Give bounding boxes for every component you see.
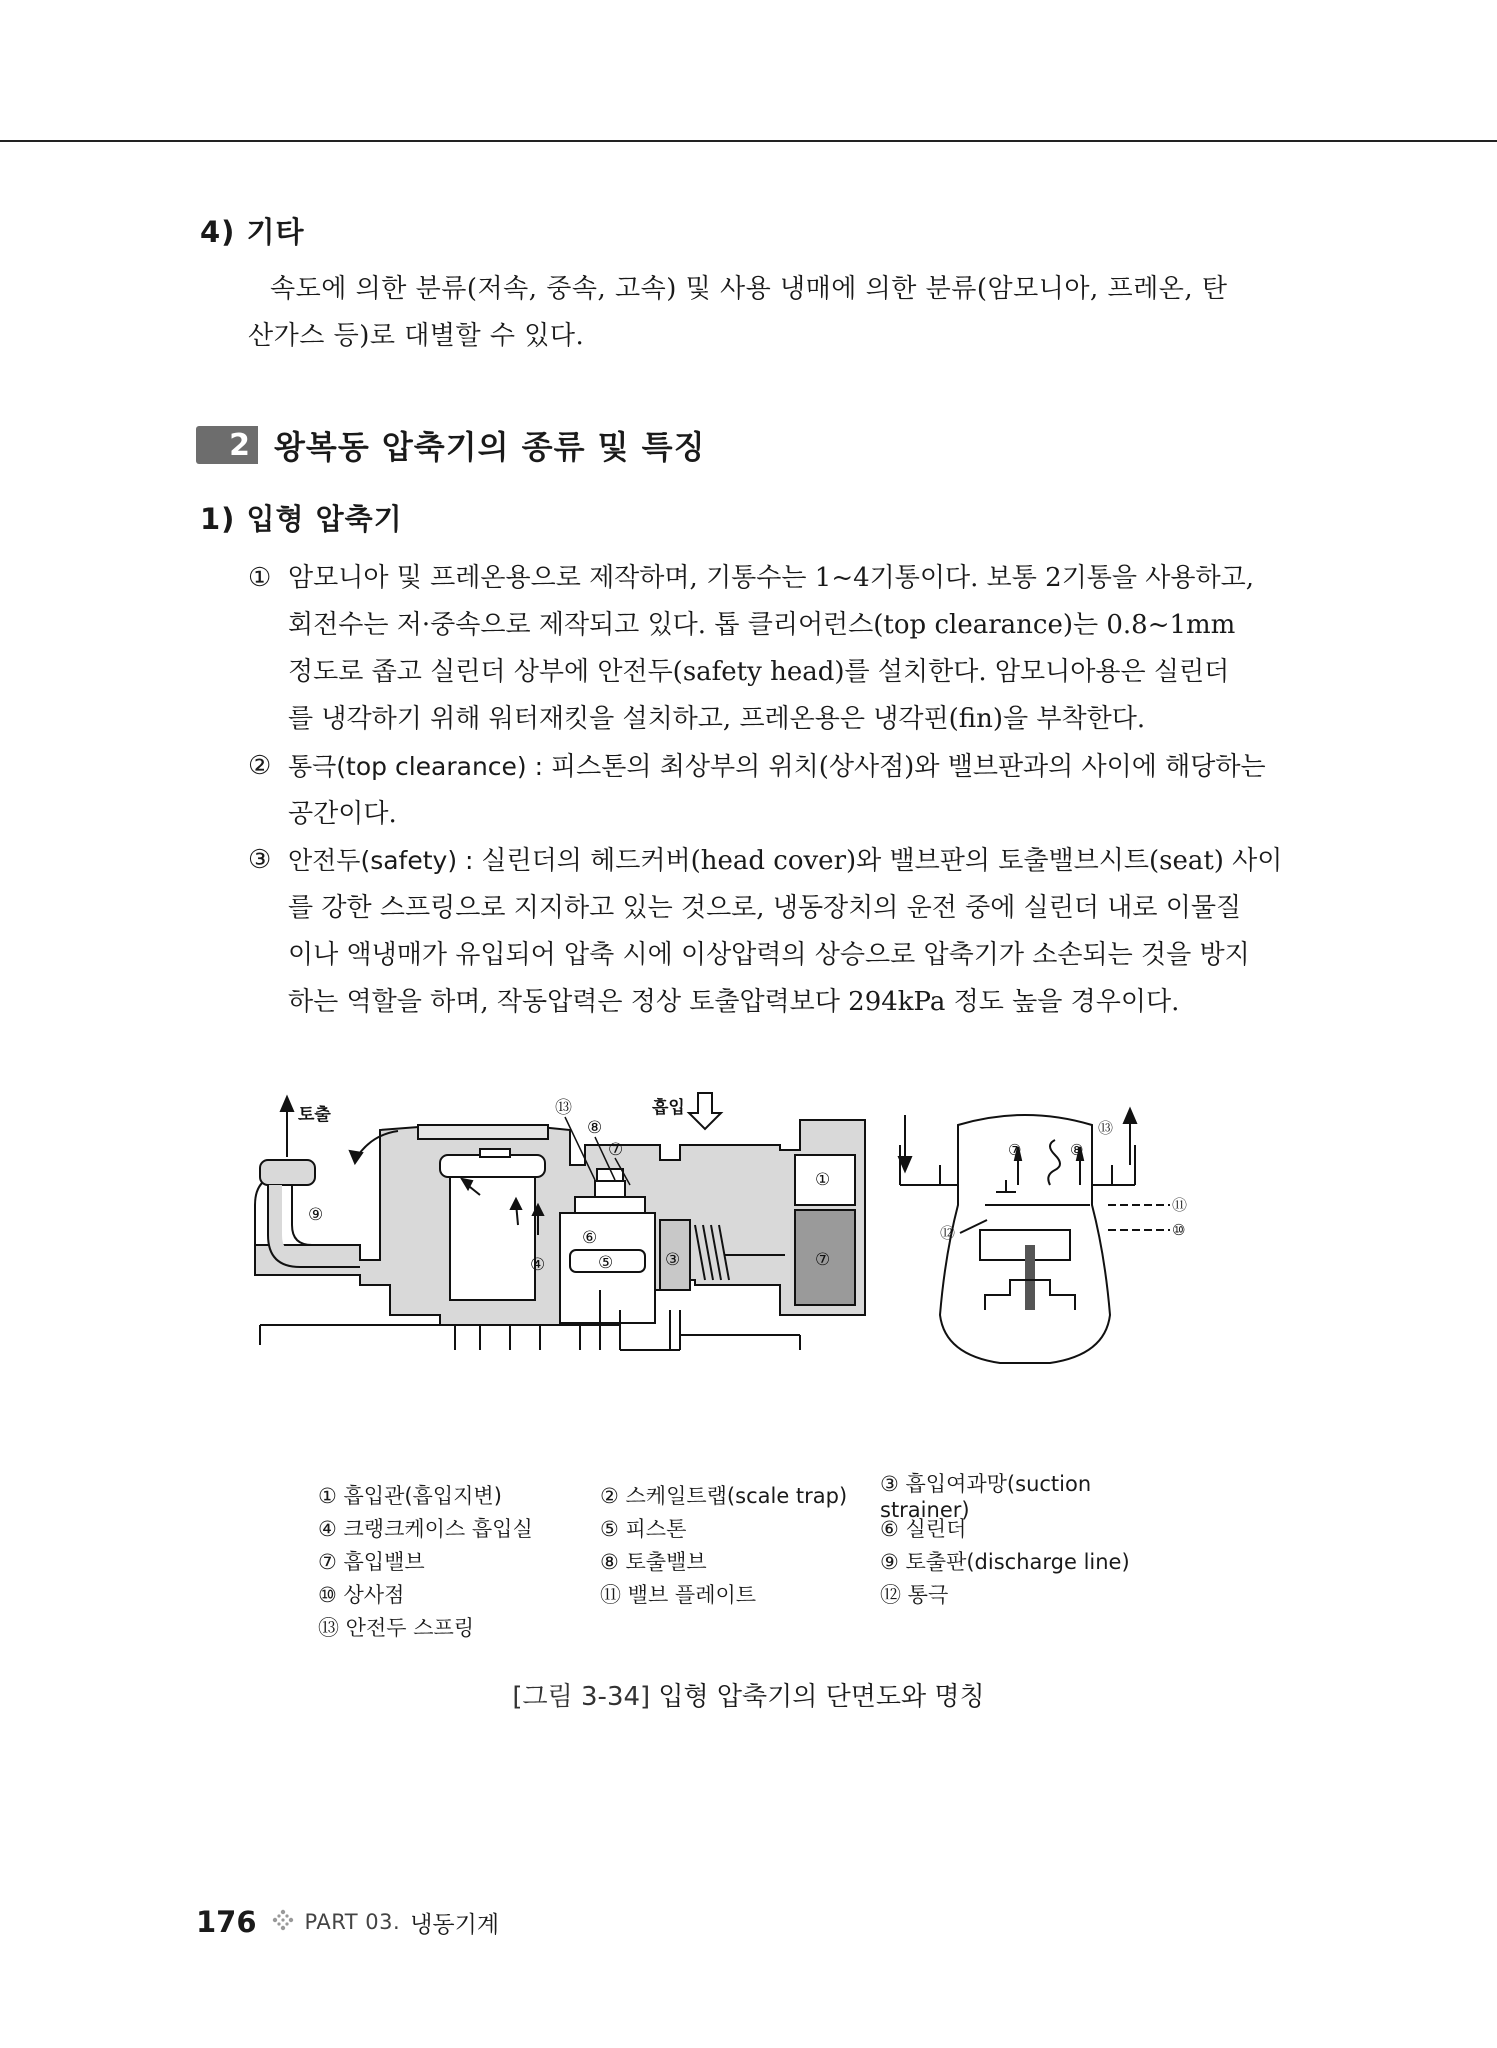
legend-row xyxy=(318,1544,1162,1577)
list-item xyxy=(248,555,1300,743)
item-number: ① xyxy=(248,563,272,593)
list-item xyxy=(248,743,1300,838)
subheading-4: 4) 기타 xyxy=(200,215,305,249)
marker-13: ⑬ xyxy=(555,1098,572,1118)
chapter-label: 냉동기계 xyxy=(410,1911,500,1938)
page-number: 176 xyxy=(196,1905,257,1939)
legend-entry: ⑬ 안전두 스프링 xyxy=(318,1615,475,1640)
header-rule xyxy=(0,140,1497,142)
legend-entry: ⑦ 흡입밸브 xyxy=(318,1549,425,1574)
paragraph-line: 산가스 등)로 대별할 수 있다. xyxy=(248,321,585,351)
item-line: 정도로 좁고 실린더 상부에 안전두(safety head)를 설치한다. 암모니아용은 실린더 xyxy=(288,657,1230,687)
marker-5: ⑤ xyxy=(598,1253,614,1273)
legend-entry: ⑩ 상사점 xyxy=(318,1582,405,1607)
page-footer xyxy=(196,1905,499,1939)
diamond-dots-icon xyxy=(271,1908,295,1936)
paragraph-line: 속도에 의한 분류(저속, 중속, 고속) 및 사용 냉매에 의한 분류(암모니아, 프레온, 탄 xyxy=(270,274,1228,304)
item-lead: 통극(top clearance) : xyxy=(288,752,551,781)
marker-12: ⑫ xyxy=(940,1224,956,1242)
legend-entry: ③ 흡입여과망(suction strainer) xyxy=(880,1471,1092,1522)
item-line: 피스톤의 최상부의 위치(상사점)와 밸브판과의 사이에 해당하는 xyxy=(551,752,1266,782)
section-heading xyxy=(196,424,706,466)
discharge-label: 토출 xyxy=(298,1105,331,1125)
legend-entry: ⑤ 피스톤 xyxy=(600,1516,687,1541)
legend-entry: ⑪ 밸브 플레이트 xyxy=(600,1582,757,1607)
marker-11: ⑪ xyxy=(1172,1196,1188,1214)
figure-ref: [그림 3-34] xyxy=(512,1682,651,1712)
suction-label: 흡입 xyxy=(652,1098,685,1118)
marker-7: ⑦ xyxy=(608,1140,624,1160)
marker-9: ⑨ xyxy=(308,1205,324,1225)
item-number: ③ xyxy=(248,845,272,875)
item-line: 를 냉각하기 위해 워터재킷을 설치하고, 프레온용은 냉각핀(fin)을 부착한다. xyxy=(288,704,1146,734)
item-lead: 안전두(safety) : xyxy=(288,846,482,875)
item-line: 를 강한 스프링으로 지지하고 있는 것으로, 냉동장치의 운전 중에 실린더 내로 이물질 xyxy=(288,893,1242,923)
legend-row xyxy=(318,1471,1162,1522)
figure-legend xyxy=(318,1471,1162,1643)
marker-6: ⑥ xyxy=(582,1228,598,1248)
item-line: 공간이다. xyxy=(288,799,397,829)
legend-row xyxy=(318,1577,1162,1610)
item-line: 회전수는 저·중속으로 제작되고 있다. 톱 클리어런스(top clearance)는 0.8~1mm xyxy=(288,610,1236,640)
part-label: PART 03. xyxy=(304,1910,401,1934)
left-section xyxy=(255,1120,865,1350)
item-line: 이나 액냉매가 유입되어 압축 시에 이상압력의 상승으로 압축기가 소손되는 것을 방지 xyxy=(288,940,1250,970)
marker-7-right: ⑦ xyxy=(1008,1141,1022,1159)
item-line: 하는 역할을 하며, 작동압력은 정상 토출압력보다 294kPa 정도 높을 경우이다. xyxy=(288,987,1180,1017)
marker-13-right: ⑬ xyxy=(1098,1119,1114,1137)
marker-8: ⑧ xyxy=(587,1118,603,1138)
legend-entry: ① 흡입관(흡입지변) xyxy=(318,1483,502,1508)
marker-10: ⑩ xyxy=(1172,1221,1186,1239)
legend-entry: ⑨ 토출판(discharge line) xyxy=(880,1549,1130,1574)
figure-caption-text: 입형 압축기의 단면도와 명칭 xyxy=(650,1682,985,1712)
legend-entry: ⑥ 실린더 xyxy=(880,1516,967,1541)
legend-row xyxy=(318,1511,1162,1544)
legend-entry: ② 스케일트랩(scale trap) xyxy=(600,1483,848,1508)
paragraph-4 xyxy=(248,266,1310,360)
legend-row xyxy=(318,1610,1162,1643)
legend-entry: ④ 크랭크케이스 흡입실 xyxy=(318,1516,533,1541)
legend-entry: ⑧ 토출밸브 xyxy=(600,1549,707,1574)
list-item xyxy=(248,837,1300,1026)
item-number: ② xyxy=(248,751,272,781)
marker-7b: ⑦ xyxy=(815,1250,831,1270)
marker-4: ④ xyxy=(530,1255,546,1275)
marker-1: ① xyxy=(815,1170,831,1190)
figure-caption xyxy=(0,1676,1497,1713)
subheading-1: 1) 입형 압축기 xyxy=(200,502,403,536)
item-line: 암모니아 및 프레온용으로 제작하며, 기통수는 1~4기통이다. 보통 2기통을 사용하고, xyxy=(288,563,1255,593)
section-title: 왕복동 압축기의 종류 및 특징 xyxy=(274,428,706,466)
marker-3: ③ xyxy=(665,1250,681,1270)
section-number-badge: 2 xyxy=(196,426,258,464)
legend-entry: ⑫ 통극 xyxy=(880,1582,949,1607)
marker-8-right: ⑧ xyxy=(1070,1141,1084,1159)
item-line: 실린더의 헤드커버(head cover)와 밸브판의 토출밸브시트(seat) 사이 xyxy=(481,846,1283,876)
compressor-diagram xyxy=(240,1085,1280,1455)
